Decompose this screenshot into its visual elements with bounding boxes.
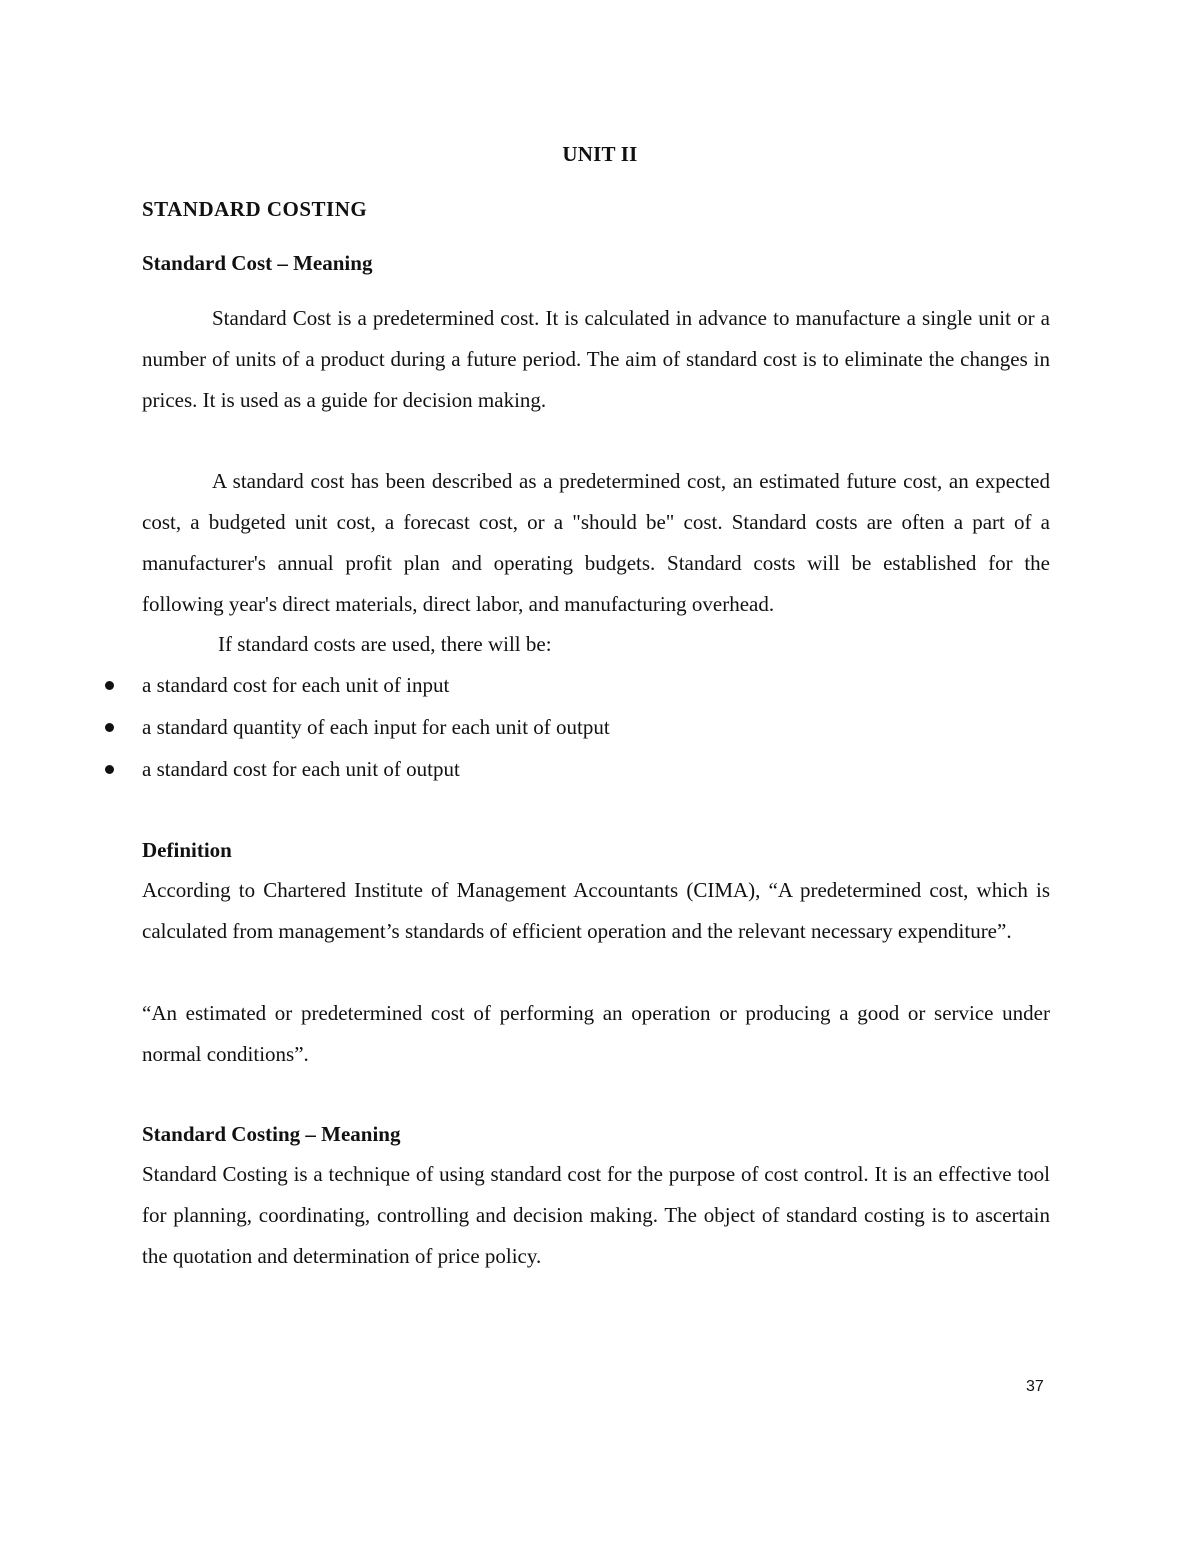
- definition-paragraph-1: According to Chartered Institute of Management Accountants (CIMA), “A predetermined cost, which is calculated from management’s standards of efficient operation and the relevant necessary expenditure”.: [142, 878, 1050, 943]
- list-intro: If standard costs are used, there will be:: [218, 632, 552, 656]
- standard-costing-paragraph: Standard Costing is a technique of using standard cost for the purpose of cost control. It is an effective tool for planning, coordinating, controlling and decision making. The object of standard costing is to ascertain the quotation and determination of price policy.: [142, 1162, 1050, 1268]
- standard-cost-bullet-list: [0, 664, 610, 790]
- unit-title: UNIT II: [562, 142, 638, 166]
- list-item-text: a standard cost for each unit of input: [142, 673, 450, 697]
- main-heading: STANDARD COSTING: [142, 197, 368, 221]
- definition-paragraph-2: “An estimated or predetermined cost of performing an operation or producing a good or service under normal conditions”.: [142, 1001, 1050, 1066]
- list-item: [0, 664, 610, 706]
- bullet-icon: [105, 681, 114, 690]
- standard-costing-meaning-heading: Standard Costing – Meaning: [142, 1122, 401, 1146]
- page-number: 37: [1026, 1378, 1044, 1395]
- list-item-text: a standard quantity of each input for each unit of output: [142, 715, 610, 739]
- list-item-text: a standard cost for each unit of output: [142, 757, 460, 781]
- bullet-icon: [105, 765, 114, 774]
- bullet-icon: [105, 723, 114, 732]
- list-item: [0, 748, 610, 790]
- standard-cost-paragraph-1: Standard Cost is a predetermined cost. It is calculated in advance to manufacture a single unit or a number of units of a product during a future period. The aim of standard cost is to eliminate the changes in prices. It is used as a guide for decision making.: [142, 306, 1050, 412]
- definition-heading: Definition: [142, 838, 232, 862]
- list-item: [0, 706, 610, 748]
- standard-cost-meaning-heading: Standard Cost – Meaning: [142, 251, 373, 275]
- standard-cost-paragraph-2: A standard cost has been described as a predetermined cost, an estimated future cost, an expected cost, a budgeted unit cost, a forecast cost, or a "should be" cost. Standard costs are often a part of a manufacturer's annual profit plan and operating budgets. Standard costs will be established for the following year's direct materials, direct labor, and manufacturing overhead.: [142, 469, 1050, 616]
